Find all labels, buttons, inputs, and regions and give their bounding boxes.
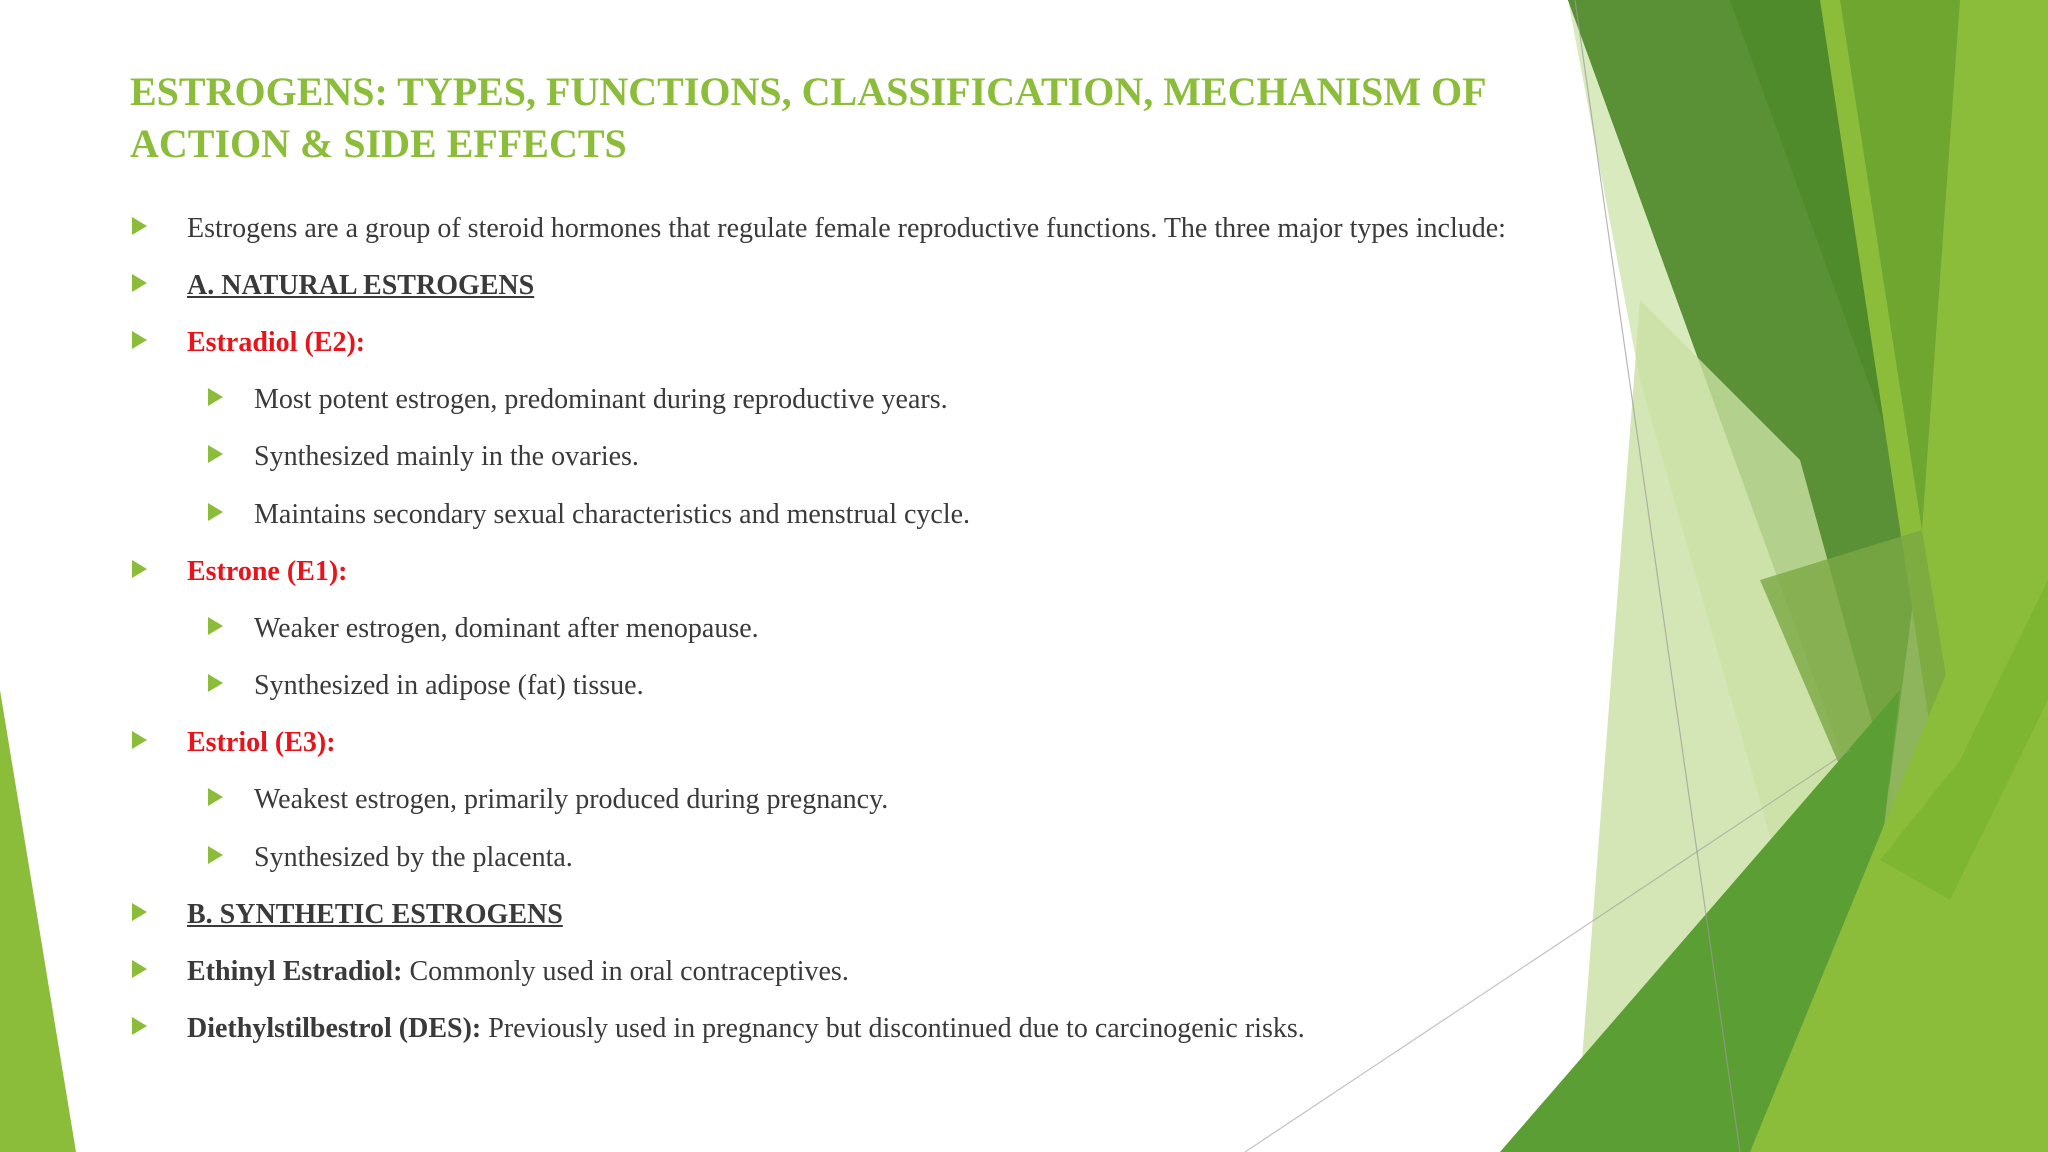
triangle-right-icon (132, 731, 147, 749)
section-heading-synthetic: B. SYNTHETIC ESTROGENS (187, 898, 563, 930)
list-item (130, 772, 1630, 829)
list-item-text: Commonly used in oral contraceptives. (402, 956, 849, 988)
list-item-text: Weakest estrogen, primarily produced during pregnancy. (254, 784, 889, 816)
triangle-right-icon (132, 903, 147, 921)
list-item (130, 1001, 1630, 1058)
subheading-estradiol: Estradiol (E2): (187, 326, 366, 358)
subheading-estriol: Estriol (E3): (187, 727, 336, 759)
triangle-right-icon (132, 960, 147, 978)
triangle-right-icon (132, 217, 147, 235)
list-item-text: Synthesized by the placenta. (254, 841, 573, 873)
list-item-text: Most potent estrogen, predominant during reproductive years. (254, 384, 948, 416)
list-item (130, 886, 1630, 943)
list-item (130, 200, 1630, 257)
list-item (130, 715, 1630, 772)
intro-text: Estrogens are a group of steroid hormones that regulate female reproductive functions. The three major types include: (187, 212, 1506, 244)
section-heading-natural: A. NATURAL ESTROGENS (187, 269, 535, 301)
list-item (130, 829, 1630, 886)
list-item (130, 372, 1630, 429)
drug-name-des: Diethylstilbestrol (DES): (187, 1013, 482, 1045)
list-item-text: Synthesized mainly in the ovaries. (254, 441, 639, 473)
slide-title: ESTROGENS: TYPES, FUNCTIONS, CLASSIFICATION, MECHANISM OF ACTION & SIDE EFFECTS (130, 69, 1486, 166)
list-item-text: Previously used in pregnancy but discontinued due to carcinogenic risks. (481, 1013, 1305, 1045)
list-item (130, 658, 1630, 715)
list-item-text: Maintains secondary sexual characteristics and menstrual cycle. (254, 498, 971, 530)
list-item (130, 429, 1630, 486)
triangle-right-icon (208, 846, 223, 864)
left-green-sliver (0, 690, 76, 1152)
list-item-text: Synthesized in adipose (fat) tissue. (254, 670, 644, 702)
list-item (130, 257, 1630, 314)
triangle-right-icon (208, 388, 223, 406)
triangle-right-icon (208, 617, 223, 635)
triangle-right-icon (208, 445, 223, 463)
list-item (130, 543, 1630, 600)
bullet-list (130, 200, 1630, 1058)
drug-name-ethinyl-estradiol: Ethinyl Estradiol: (187, 956, 403, 988)
list-item-text: Weaker estrogen, dominant after menopause. (254, 612, 759, 644)
triangle-right-icon (132, 1017, 147, 1035)
triangle-right-icon (208, 674, 223, 692)
list-item (130, 943, 1630, 1000)
triangle-right-icon (132, 331, 147, 349)
triangle-right-icon (208, 503, 223, 521)
triangle-right-icon (132, 274, 147, 292)
triangle-right-icon (132, 560, 147, 578)
subheading-estrone: Estrone (E1): (187, 555, 348, 587)
list-item (130, 600, 1630, 657)
list-item (130, 314, 1630, 371)
list-item (130, 486, 1630, 543)
triangle-right-icon (208, 788, 223, 806)
